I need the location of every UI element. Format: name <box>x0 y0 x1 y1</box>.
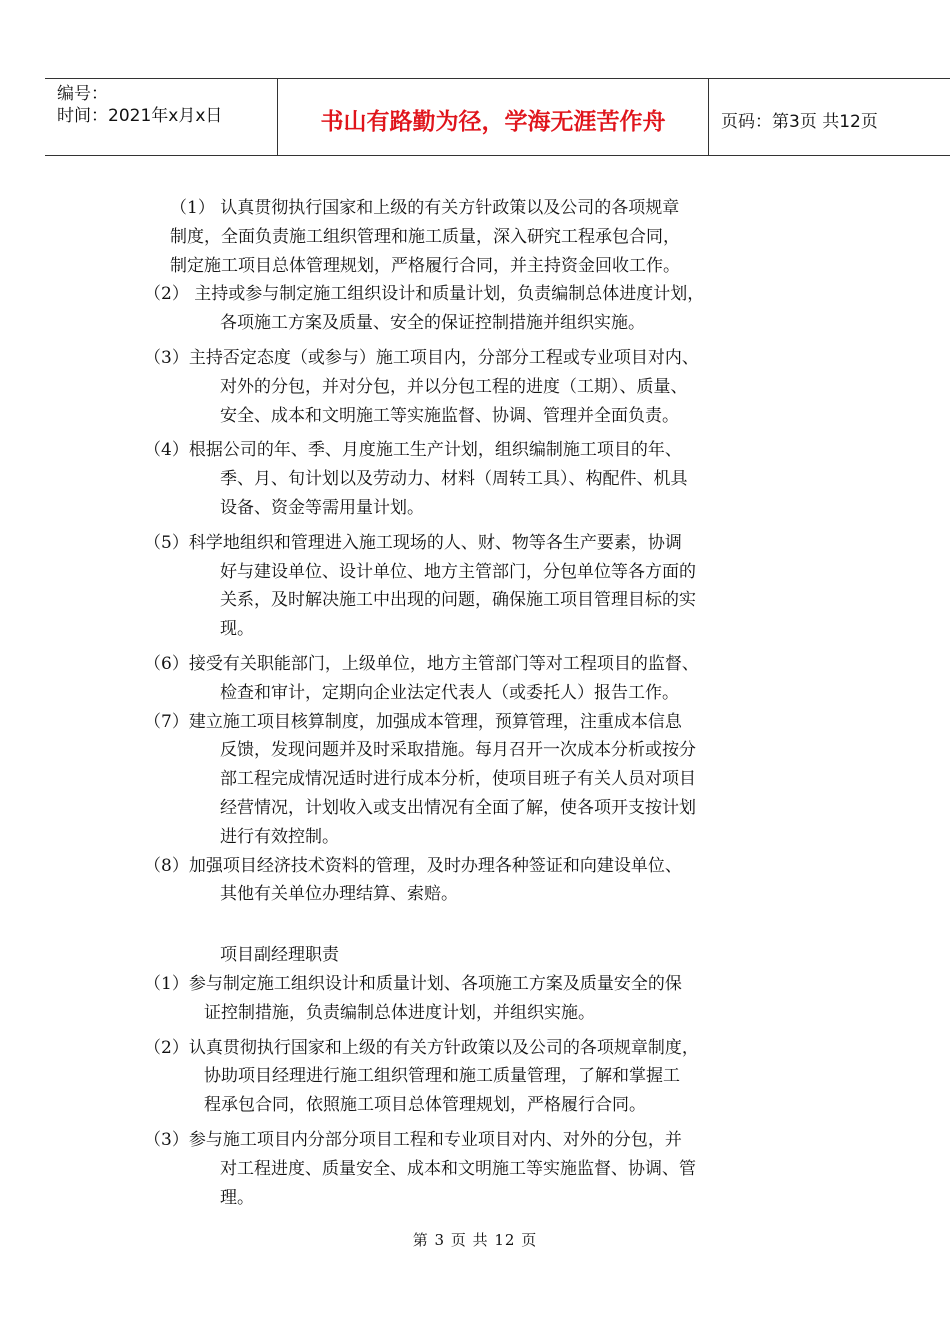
text-line: 协助项目经理进行施工组织管理和施工质量管理，了解和掌握工 <box>204 1066 680 1087</box>
text-line: 对外的分包，并对分包，并以分包工程的进度（工期）、质量、 <box>220 376 688 397</box>
text-line: 季、月、旬计划以及劳动力、材料（周转工具）、构配件、机具 <box>220 469 688 490</box>
text-line: （3）参与施工项目内分部分项目工程和专业项目对内、对外的分包，并 <box>144 1129 682 1150</box>
text-line: 安全、成本和文明施工等实施监督、协调、管理并全面负责。 <box>220 405 679 426</box>
manager-duty-3 <box>0 344 950 430</box>
header-meta <box>45 79 278 155</box>
text-line: 进行有效控制。 <box>220 826 339 847</box>
page-footer: 第 3 页 共 12 页 <box>412 1231 538 1249</box>
manager-duty-5 <box>0 529 950 644</box>
manager-duty-8 <box>0 852 950 910</box>
text-line: 设备、资金等需用量计划。 <box>220 497 424 518</box>
deputy-duty-1 <box>0 970 950 1028</box>
text-line: 制定施工项目总体管理规划，严格履行合同，并主持资金回收工作。 <box>170 255 680 276</box>
deputy-duty-2 <box>0 1034 950 1120</box>
text-line: （3）主持否定态度（或参与）施工项目内，分部分工程或专业项目对内、 <box>144 347 699 368</box>
text-line: 关系，及时解决施工中出现的问题，确保施工项目管理目标的实 <box>220 590 696 611</box>
text-line: （4）根据公司的年、季、月度施工生产计划，组织编制施工项目的年、 <box>144 440 682 461</box>
document-time-label: 时间：2021年x月x日 <box>57 106 223 126</box>
deputy-duty-3 <box>0 1126 950 1212</box>
header-motto: 书山有路勤为径，学海无涯苦作舟 <box>278 79 709 155</box>
text-line: （2）认真贯彻执行国家和上级的有关方针政策以及公司的各项规章制度， <box>144 1037 699 1058</box>
text-line: （6）接受有关职能部门，上级单位，地方主管部门等对工程项目的监督、 <box>144 653 699 674</box>
section-heading: 项目副经理职责 <box>220 945 339 966</box>
manager-duty-2 <box>0 280 950 338</box>
text-line: 理。 <box>220 1187 254 1208</box>
text-line: 各项施工方案及质量、安全的保证控制措施并组织实施。 <box>220 313 645 334</box>
text-line: 经营情况，计划收入或支出情况有全面了解，使各项开支按计划 <box>220 797 696 818</box>
text-line: （7）建立施工项目核算制度，加强成本管理，预算管理，注重成本信息 <box>144 711 682 732</box>
manager-duty-4 <box>0 436 950 522</box>
text-line: 部工程完成情况适时进行成本分析，使项目班子有关人员对项目 <box>220 769 696 790</box>
header-page-info: 页码：第3页 共12页 <box>721 111 878 132</box>
text-line: 现。 <box>220 619 254 640</box>
text-line: （5）科学地组织和管理进入施工现场的人、财、物等各生产要素，协调 <box>144 532 682 553</box>
page-header <box>45 78 950 156</box>
text-line: （8）加强项目经济技术资料的管理，及时办理各种签证和向建设单位、 <box>144 855 682 876</box>
manager-duty-6 <box>0 650 950 708</box>
manager-duty-1 <box>0 194 950 280</box>
text-line: 对工程进度、质量安全、成本和文明施工等实施监督、协调、管 <box>220 1158 696 1179</box>
text-line: 检查和审计，定期向企业法定代表人（或委托人）报告工作。 <box>220 682 679 703</box>
text-line: 程承包合同，依照施工项目总体管理规划，严格履行合同。 <box>204 1095 646 1116</box>
document-number-label: 编号： <box>57 84 108 104</box>
text-line: 证控制措施，负责编制总体进度计划，并组织实施。 <box>204 1002 595 1023</box>
text-line: 反馈，发现问题并及时采取措施。每月召开一次成本分析或按分 <box>220 740 696 761</box>
text-line: （2） 主持或参与制定施工组织设计和质量计划，负责编制总体进度计划， <box>144 284 705 305</box>
manager-duty-7 <box>0 708 950 852</box>
text-line: 好与建设单位、设计单位、地方主管部门，分包单位等各方面的 <box>220 561 696 582</box>
text-line: （1） 认真贯彻执行国家和上级的有关方针政策以及公司的各项规章 <box>170 198 680 218</box>
deputy-section-title <box>0 941 950 970</box>
text-line: 其他有关单位办理结算、索赔。 <box>220 884 458 905</box>
document-body <box>0 194 950 1212</box>
text-line: （1）参与制定施工组织设计和质量计划、各项施工方案及质量安全的保 <box>144 973 682 994</box>
text-line: 制度，全面负责施工组织管理和施工质量，深入研究工程承包合同， <box>170 226 680 247</box>
